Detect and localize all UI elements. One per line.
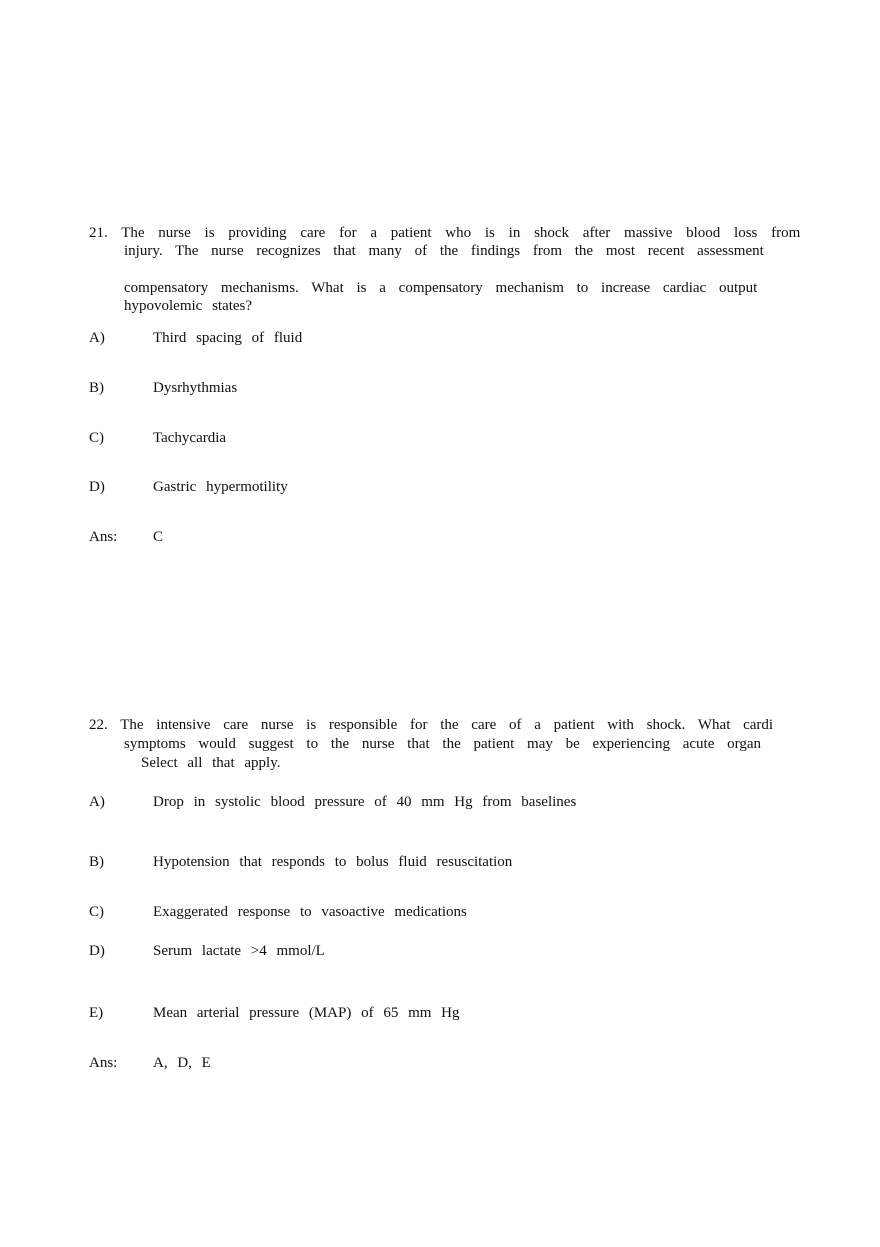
question-stem-line: 22. The intensive care nurse is responsible for the care of a patient with shock. What cardi (89, 717, 774, 733)
option-label-a: A) (89, 330, 105, 346)
option-text-e: Mean arterial pressure (MAP) of 65 mm Hg (153, 1005, 460, 1021)
question-stem-line: Select all that apply. (141, 755, 281, 771)
option-label-d: D) (89, 479, 105, 495)
option-text-d: Serum lactate >4 mmol/L (153, 943, 325, 959)
option-label-c: C) (89, 904, 104, 920)
answer-label: Ans: (89, 529, 118, 545)
question-stem-line: symptoms would suggest to the nurse that the patient may be experiencing acute organ (124, 736, 762, 752)
option-text-c: Exaggerated response to vasoactive medications (153, 904, 467, 920)
option-label-e: E) (89, 1005, 104, 1021)
option-text-a: Drop in systolic blood pressure of 40 mm Hg from baselines (153, 794, 577, 810)
option-text-b: Hypotension that responds to bolus fluid resuscitation (153, 854, 513, 870)
option-label-a: A) (89, 794, 105, 810)
answer-value: C (153, 529, 164, 545)
option-label-b: B) (89, 854, 104, 870)
option-label-c: C) (89, 430, 104, 446)
option-text-a: Third spacing of fluid (153, 330, 303, 346)
question-stem-line: injury. The nurse recognizes that many of the findings from the most recent assessment (124, 243, 764, 259)
option-text-d: Gastric hypermotility (153, 479, 288, 495)
option-text-c: Tachycardia (153, 430, 227, 446)
option-label-b: B) (89, 380, 104, 396)
answer-value: A, D, E (153, 1055, 211, 1071)
answer-label: Ans: (89, 1055, 118, 1071)
question-stem-line: compensatory mechanisms. What is a compensatory mechanism to increase cardiac output (124, 280, 758, 296)
question-stem-line: hypovolemic states? (124, 298, 253, 314)
option-text-b: Dysrhythmias (153, 380, 238, 396)
question-stem-line: 21. The nurse is providing care for a patient who is in shock after massive blood loss from (89, 225, 801, 241)
option-label-d: D) (89, 943, 105, 959)
